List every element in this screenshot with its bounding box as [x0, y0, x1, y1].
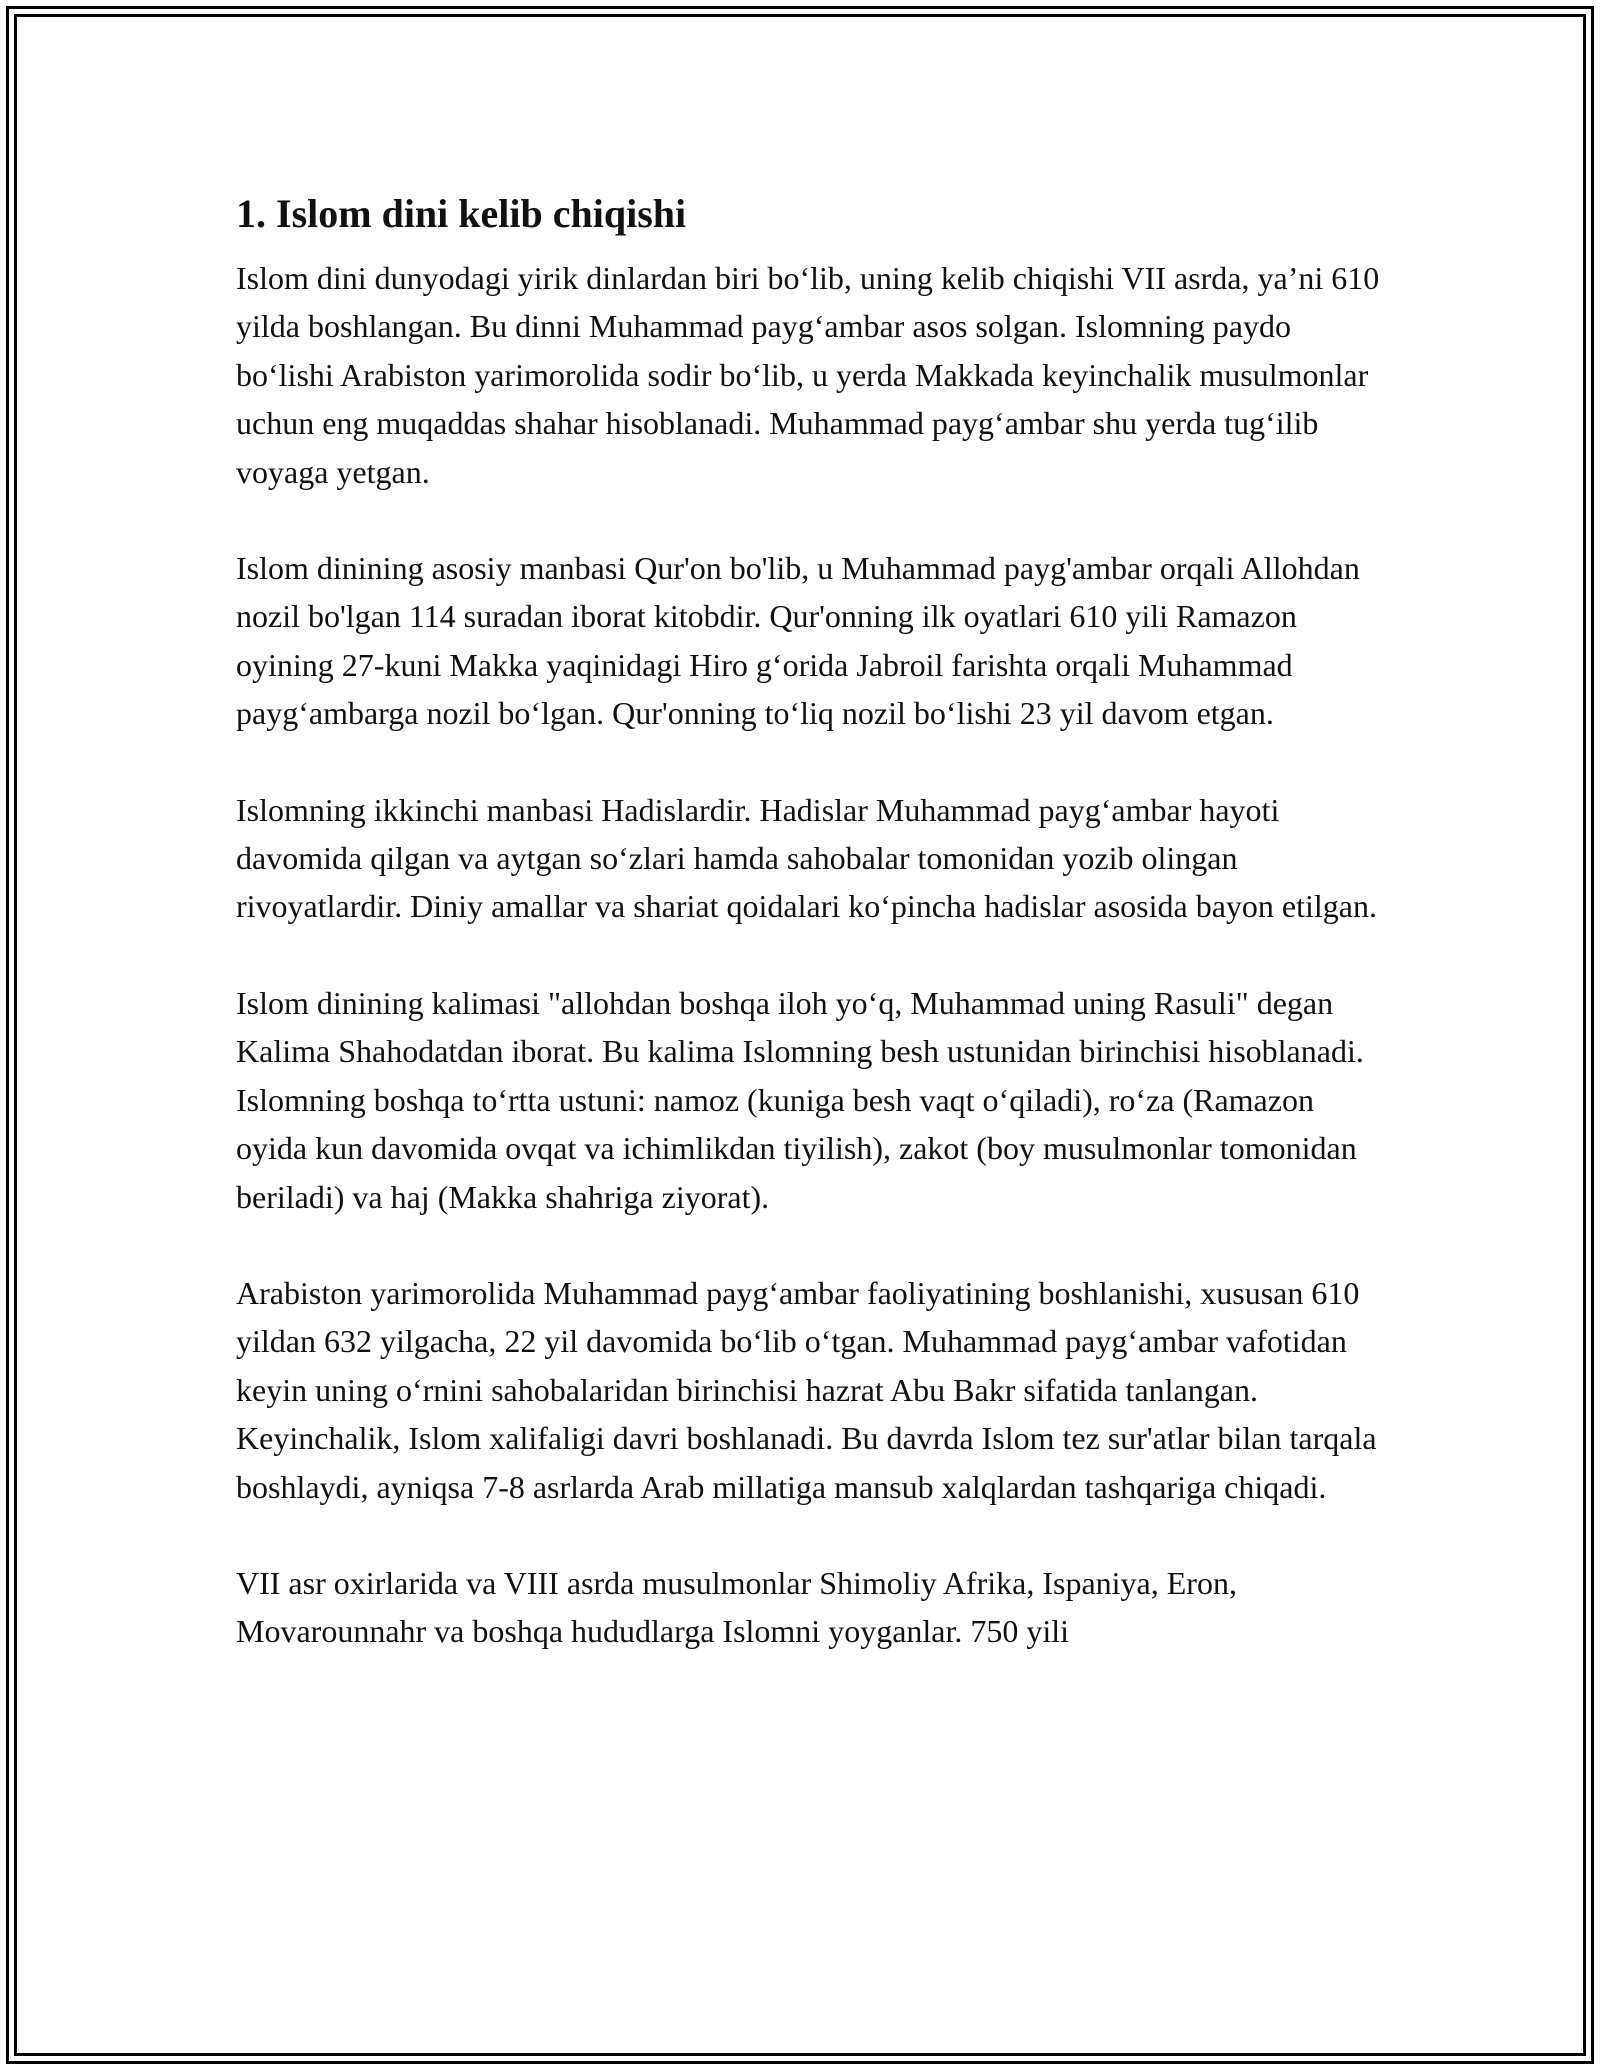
- document-body: [236, 186, 1386, 1704]
- paragraph-quran: Islom dinining asosiy manbasi Qur'on bo'lib, u Muhammad payg'ambar orqali Allohdan nozil bo'lgan 114 suradan iborat kitobdir. Qur'onning ilk oyatlari 610 yili Ramazon oyining 27-kuni Makka yaqinidagi Hiro g‘orida Jabroil farishta orqali Muhammad payg‘ambarga nozil bo‘lgan. Qur'onning to‘liq nozil bo‘lishi 23 yil davom etgan.: [236, 550, 1360, 732]
- paragraph-pillars: Islom dinining kalimasi "allohdan boshqa iloh yo‘q, Muhammad uning Rasuli" degan Kalima Shahodatdan iborat. Bu kalima Islomning besh ustunidan birinchisi hisoblanadi. Islomning boshqa to‘rtta ustuni: namoz (kuniga besh vaqt o‘qiladi), ro‘za (Ramazon oyida kun davomida ovqat va ichimlikdan tiyilish), zakot (boy musulmonlar tomonidan beriladi) va haj (Makka shahriga ziyorat).: [236, 984, 1364, 1215]
- paragraph-expansion: VII asr oxirlarida va VIII asrda musulmonlar Shimoliy Afrika, Ispaniya, Eron, Movarounnahr va boshqa hududlarga Islomni yoyganlar. 750 yili: [236, 1564, 1237, 1650]
- paragraph-hadith: Islomning ikkinchi manbasi Hadislardir. Hadislar Muhammad payg‘ambar hayoti davomida qilgan va aytgan so‘zlari hamda sahobalar tomonidan yozib olingan rivoyatlardir. Diniy amallar va shariat qoidalari ko‘pincha hadislar asosida bayon etilgan.: [236, 791, 1377, 925]
- paragraph-caliphate: Arabiston yarimorolida Muhammad payg‘ambar faoliyatining boshlanishi, xususan 610 yildan 632 yilgacha, 22 yil davomida bo‘lib o‘tgan. Muhammad payg‘ambar vafotidan keyin uning o‘rnini sahobalaridan birinchisi hazrat Abu Bakr sifatida tanlangan. Keyinchalik, Islom xalifaligi davri boshlanadi. Bu davrda Islom tez sur'atlar bilan tarqala boshlaydi, ayniqsa 7-8 asrlarda Arab millatiga mansub xalqlardan tashqariga chiqadi.: [236, 1274, 1377, 1505]
- paragraph-origin: Islom dini dunyodagi yirik dinlardan biri bo‘lib, uning kelib chiqishi VII asrda, ya’ni 610 yilda boshlangan. Bu dinni Muhammad payg‘ambar asos solgan. Islomning paydo bo‘lishi Arabiston yarimorolida sodir bo‘lib, u yerda Makkada keyinchalik musulmonlar uchun eng muqaddas shahar hisoblanadi. Muhammad payg‘ambar shu yerda tug‘ilib voyaga yetgan.: [236, 260, 1380, 490]
- page-title: 1. Islom dini kelib chiqishi: [236, 191, 687, 236]
